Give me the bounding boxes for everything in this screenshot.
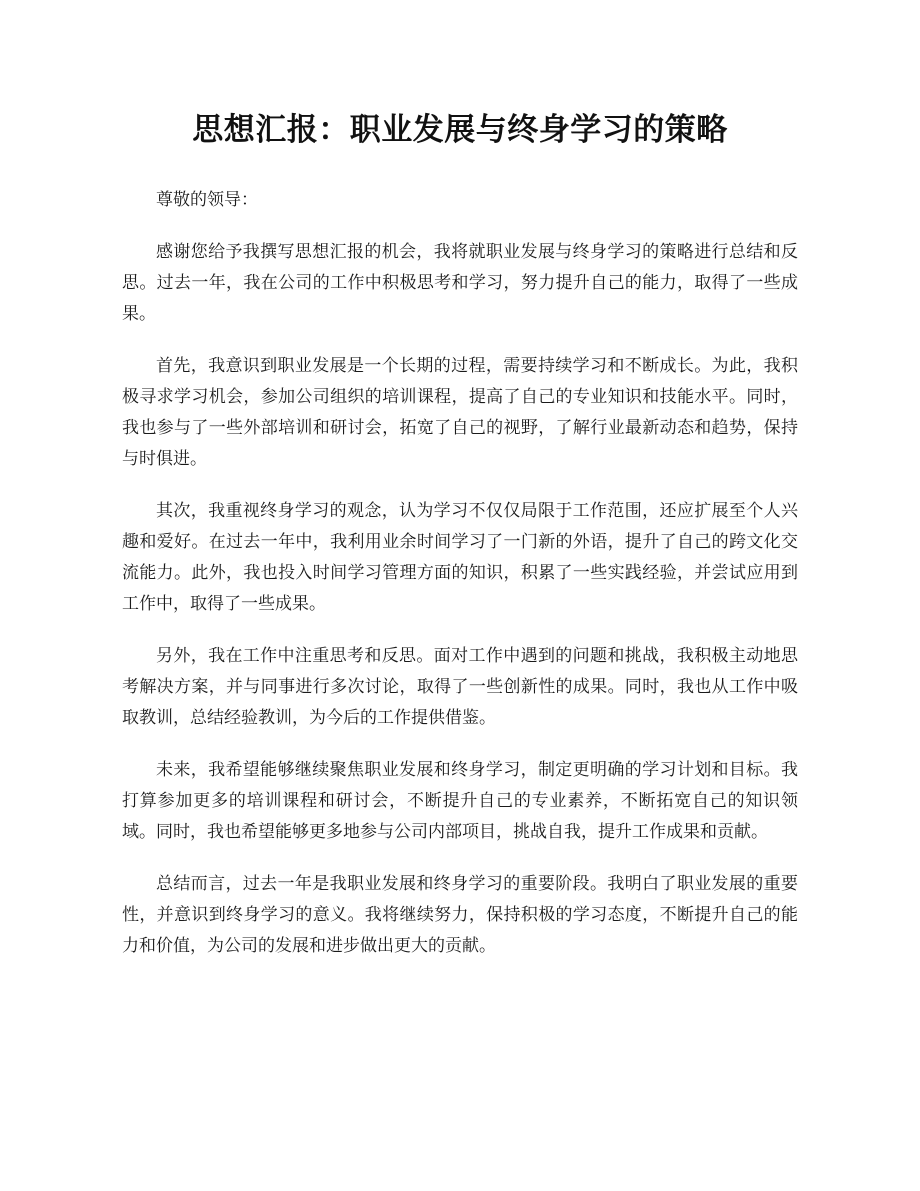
paragraph-thanks: 感谢您给予我撰写思想汇报的机会，我将就职业发展与终身学习的策略进行总结和反思。过去一年，我在公司的工作中积极思考和学习，努力提升自己的能力，取得了一些成果。	[122, 242, 798, 324]
paragraph-second: 其次，我重视终身学习的观念，认为学习不仅仅局限于工作范围，还应扩展至个人兴趣和爱好。在过去一年中，我利用业余时间学习了一门新的外语，提升了自己的跨文化交流能力。此外，我也投入时间学习管理方面的知识，积累了一些实践经验，并尝试应用到工作中，取得了一些成果。	[122, 501, 798, 614]
document-title: 思想汇报：职业发展与终身学习的策略	[192, 112, 728, 148]
paragraph-future: 未来，我希望能够继续聚焦职业发展和终身学习，制定更明确的学习计划和目标。我打算参加更多的培训课程和研讨会，不断提升自己的专业素养，不断拓宽自己的知识领域。同时，我也希望能够更多地参与公司内部项目，挑战自我，提升工作成果和贡献。	[122, 760, 798, 842]
paragraph-additionally: 另外，我在工作中注重思考和反思。面对工作中遇到的问题和挑战，我积极主动地思考解决方案，并与同事进行多次讨论，取得了一些创新性的成果。同时，我也从工作中吸取教训，总结经验教训，为今后的工作提供借鉴。	[122, 646, 798, 728]
salutation: 尊敬的领导：	[156, 190, 258, 210]
paragraph-summary: 总结而言，过去一年是我职业发展和终身学习的重要阶段。我明白了职业发展的重要性，并意识到终身学习的意义。我将继续努力，保持积极的学习态度，不断提升自己的能力和价值，为公司的发展和进步做出更大的贡献。	[122, 874, 798, 956]
document-body	[122, 185, 798, 983]
paragraph-first: 首先，我意识到职业发展是一个长期的过程，需要持续学习和不断成长。为此，我积极寻求学习机会，参加公司组织的培训课程，提高了自己的专业知识和技能水平。同时，我也参与了一些外部培训和研讨会，拓宽了自己的视野，了解行业最新动态和趋势，保持与时俱进。	[122, 356, 798, 469]
